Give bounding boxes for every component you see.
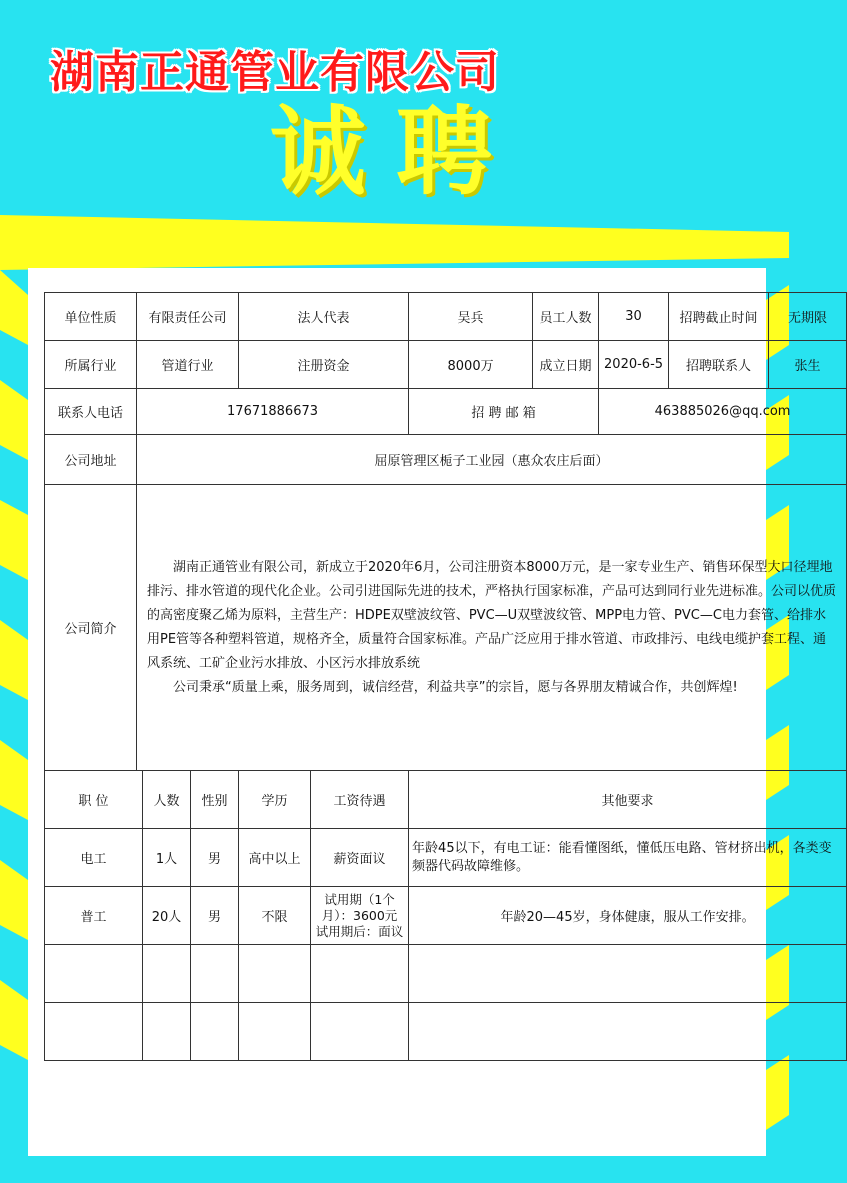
recruitment-table bbox=[44, 292, 847, 1061]
founded-value: 2020-6-5 bbox=[599, 341, 669, 389]
address-label: 公司地址 bbox=[45, 435, 137, 485]
empty-cell bbox=[409, 945, 847, 1003]
job-requirements: 年龄20—45岁，身体健康，服从工作安排。 bbox=[409, 887, 847, 945]
job-salary: 薪资面议 bbox=[311, 829, 409, 887]
empty-cell bbox=[239, 1003, 311, 1061]
recruitment-sheet bbox=[28, 268, 837, 1156]
job-position: 普工 bbox=[45, 887, 143, 945]
table-row bbox=[45, 887, 847, 945]
address-value: 屈原管理区栀子工业园（惠众农庄后面） bbox=[137, 435, 847, 485]
empty-cell bbox=[143, 945, 191, 1003]
legal-rep-label: 法人代表 bbox=[239, 293, 409, 341]
row-contact bbox=[45, 389, 847, 435]
nature-value: 有限责任公司 bbox=[137, 293, 239, 341]
industry-value: 管道行业 bbox=[137, 341, 239, 389]
deadline-value: 无期限 bbox=[769, 293, 847, 341]
job-education: 不限 bbox=[239, 887, 311, 945]
capital-value: 8000万 bbox=[409, 341, 533, 389]
row-industry bbox=[45, 341, 847, 389]
header-other: 其他要求 bbox=[409, 771, 847, 829]
company-title: 湖南正通管业有限公司 bbox=[50, 47, 500, 98]
row-address bbox=[45, 435, 847, 485]
job-position: 电工 bbox=[45, 829, 143, 887]
industry-label: 所属行业 bbox=[45, 341, 137, 389]
job-gender: 男 bbox=[191, 887, 239, 945]
row-intro bbox=[45, 485, 847, 771]
contact-label: 招聘联系人 bbox=[669, 341, 769, 389]
empty-cell bbox=[45, 1003, 143, 1061]
jobs-header-row bbox=[45, 771, 847, 829]
empty-cell bbox=[239, 945, 311, 1003]
phone-label: 联系人电话 bbox=[45, 389, 137, 435]
row-company-nature bbox=[45, 293, 847, 341]
empty-cell bbox=[311, 1003, 409, 1061]
hiring-title: 诚聘 bbox=[270, 96, 522, 208]
phone-value: 17671886673 bbox=[137, 389, 409, 435]
empty-cell bbox=[191, 1003, 239, 1061]
contact-value: 张生 bbox=[769, 341, 847, 389]
empty-cell bbox=[143, 1003, 191, 1061]
capital-label: 注册资金 bbox=[239, 341, 409, 389]
header-salary: 工资待遇 bbox=[311, 771, 409, 829]
header-education: 学历 bbox=[239, 771, 311, 829]
founded-label: 成立日期 bbox=[533, 341, 599, 389]
job-count: 20人 bbox=[143, 887, 191, 945]
legal-rep-value: 吴兵 bbox=[409, 293, 533, 341]
job-count: 1人 bbox=[143, 829, 191, 887]
empty-cell bbox=[409, 1003, 847, 1061]
nature-label: 单位性质 bbox=[45, 293, 137, 341]
table-row-empty bbox=[45, 945, 847, 1003]
email-value: 463885026@qq.com bbox=[599, 389, 847, 435]
staff-value: 30 bbox=[599, 293, 669, 341]
header-gender: 性别 bbox=[191, 771, 239, 829]
intro-paragraph-2: 公司秉承“质量上乘，服务周到，诚信经营，利益共享”的宗旨，愿与各界朋友精诚合作，共创辉煌! bbox=[173, 679, 738, 695]
table-row-empty bbox=[45, 1003, 847, 1061]
header-count: 人数 bbox=[143, 771, 191, 829]
header-position: 职 位 bbox=[45, 771, 143, 829]
job-education: 高中以上 bbox=[239, 829, 311, 887]
deadline-label: 招聘截止时间 bbox=[669, 293, 769, 341]
job-requirements: 年龄45以下，有电工证：能看懂图纸，懂低压电路、管材挤出机，各类变频器代码故障维修。 bbox=[409, 829, 847, 887]
empty-cell bbox=[191, 945, 239, 1003]
email-label: 招 聘 邮 箱 bbox=[409, 389, 599, 435]
empty-cell bbox=[45, 945, 143, 1003]
intro-label: 公司简介 bbox=[45, 485, 137, 771]
job-salary: 试用期（1个月）：3600元 试用期后：面议 bbox=[311, 887, 409, 945]
job-gender: 男 bbox=[191, 829, 239, 887]
empty-cell bbox=[311, 945, 409, 1003]
intro-text bbox=[137, 485, 847, 771]
intro-paragraph-1: 湖南正通管业有限公司，新成立于2020年6月，公司注册资本8000万元，是一家专业生产、销售环保型大口径埋地排污、排水管道的现代化企业。公司引进国际先进的技术，严格执行国家标准，产品可达到同行业先进标准。公司以优质的高密度聚乙烯为原料，主营生产：HDPE双壁波纹管、PVC—U双壁波纹管、MPP电力管、PVC—C电力套管、给排水用PE管等各种塑料管道，规格齐全，质量符合国家标准。产品广泛应用于排水管道、市政排污、电线电缆护套工程、通风系统、工矿企业污水排放、小区污水排放系统 bbox=[147, 559, 837, 671]
staff-label: 员工人数 bbox=[533, 293, 599, 341]
table-row bbox=[45, 829, 847, 887]
